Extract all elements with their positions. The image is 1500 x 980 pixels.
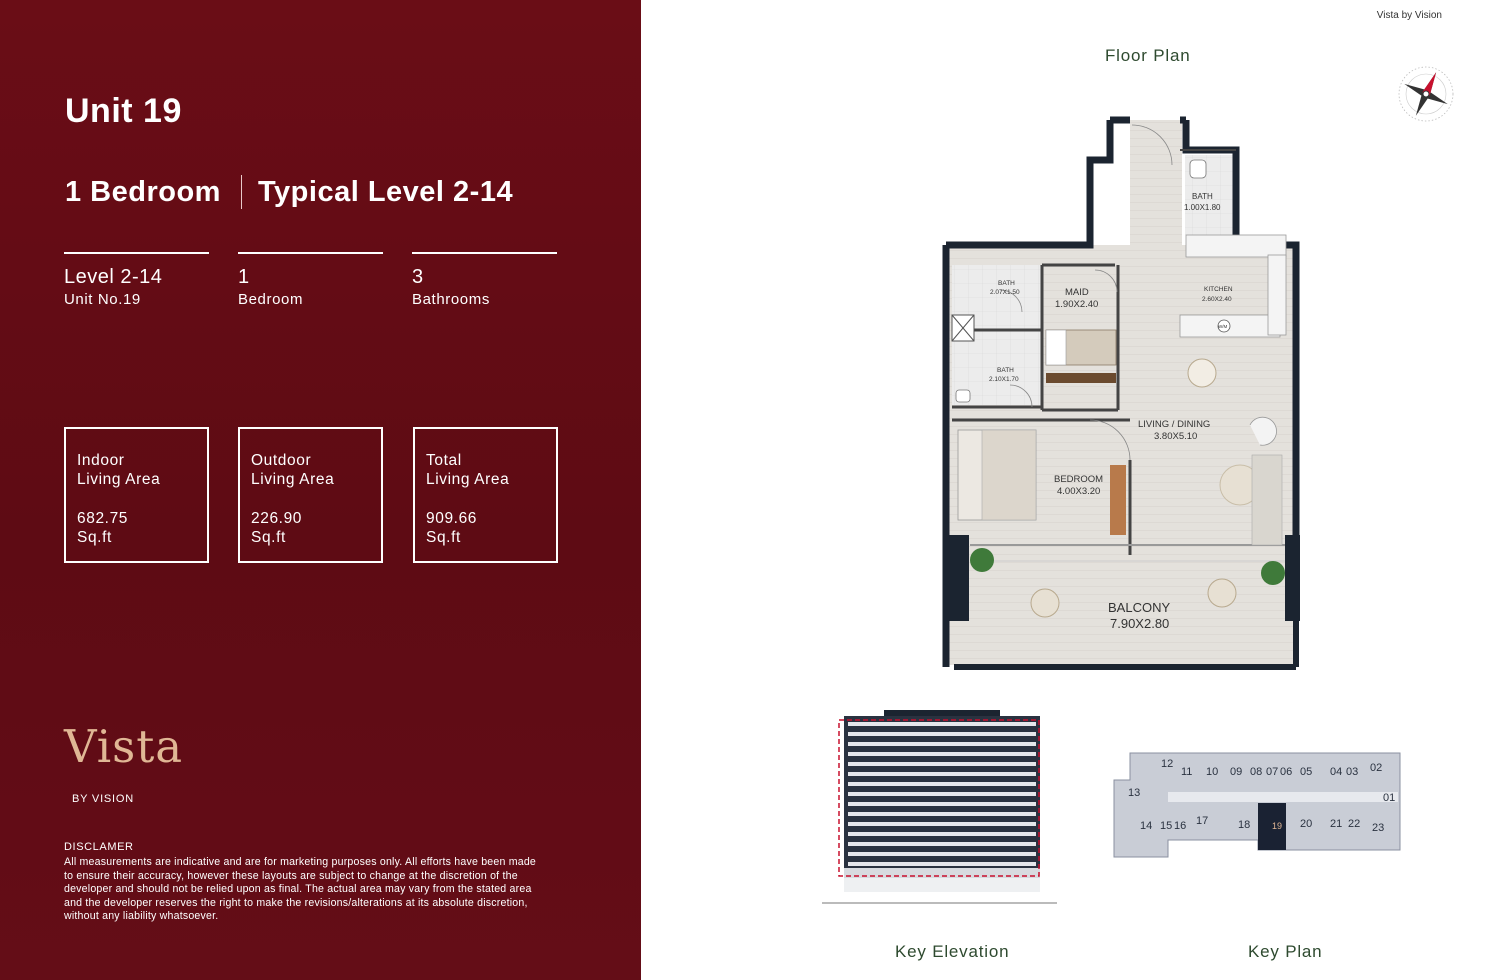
room-size-kitchen: 2.60X2.40 [1202, 296, 1232, 303]
room-size-bedroom: 4.00X3.20 [1057, 486, 1101, 497]
key-plan-unit-17: 17 [1196, 815, 1209, 827]
unit-subtitle [65, 175, 513, 209]
area-label: Living Area [251, 471, 335, 488]
stat-value: 3 [412, 266, 424, 288]
key-plan-unit-06: 06 [1280, 766, 1293, 778]
top-brand-text: Vista by Vision [1376, 10, 1442, 21]
elevation-floor [848, 792, 1036, 796]
key-plan-unit-04: 04 [1330, 766, 1343, 778]
elevation-floor [848, 762, 1036, 766]
key-plan-unit-21: 21 [1330, 818, 1343, 830]
stat-label: Bedroom [238, 291, 304, 308]
area-value: 226.90 [251, 510, 303, 527]
key-plan-drawing [1108, 745, 1408, 865]
elevation-floor [848, 812, 1036, 816]
stat-bathrooms [412, 252, 557, 308]
room-size-balcony: 7.90X2.80 [1110, 616, 1170, 631]
indoor-area-box [64, 427, 209, 563]
brand-logo: Vista [64, 720, 184, 773]
floor-plan-title: Floor Plan [1105, 46, 1191, 65]
elevation-floor [848, 822, 1036, 826]
key-plan-unit-12: 12 [1161, 758, 1174, 770]
key-plan-title: Key Plan [1248, 942, 1323, 961]
key-plan-unit-13: 13 [1128, 787, 1141, 799]
stat-label: Unit No.19 [64, 291, 141, 308]
stat-label: Bathrooms [412, 291, 490, 308]
area-value: 909.66 [426, 510, 478, 527]
area-unit: Sq.ft [251, 529, 286, 546]
divider [241, 175, 242, 209]
room-label-balcony: BALCONY [1108, 600, 1171, 615]
unit-title: Unit 19 [65, 92, 182, 130]
room-label-bath: BATH [997, 367, 1014, 374]
area-value: 682.75 [77, 510, 129, 527]
key-plan-unit-08: 08 [1250, 766, 1263, 778]
brand-subtitle: BY VISION [72, 793, 135, 805]
total-area-box [413, 427, 558, 563]
elevation-floor [848, 722, 1036, 726]
room-size-bath: 2.07X1.50 [990, 289, 1020, 296]
room-label-living: LIVING / DINING [1138, 419, 1211, 430]
stat-value: Level 2-14 [64, 266, 163, 288]
area-label: Total [426, 452, 462, 469]
key-plan-unit-07: 07 [1266, 766, 1279, 778]
elevation-floor [848, 782, 1036, 786]
key-elevation-drawing [822, 708, 1062, 908]
key-elevation-title: Key Elevation [895, 942, 1010, 961]
key-plan-unit-14: 14 [1140, 820, 1153, 832]
compass-icon [1396, 64, 1456, 124]
room-label-bath: BATH [998, 280, 1015, 287]
key-plan-unit-03: 03 [1346, 766, 1359, 778]
area-label: Indoor [77, 452, 125, 469]
room-label-kitchen: KITCHEN [1204, 286, 1233, 293]
disclaimer-text: All measurements are indicative and are for marketing purposes only. All efforts have been made to ensure their accuracy, however these layouts are subject to change at the discretion of the developer and should not be relied upon as final. The actual area may vary from the stated area and the developer reserves the right to make the revisions/alterations at its absolute discretion, without any liability whatsoever. [64, 856, 537, 923]
elevation-floor [848, 772, 1036, 776]
key-plan-unit-20: 20 [1300, 818, 1313, 830]
key-plan-unit-01: 01 [1383, 792, 1396, 804]
elevation-floor [848, 852, 1036, 856]
key-plan-unit-09: 09 [1230, 766, 1243, 778]
key-plan-unit-02: 02 [1370, 762, 1383, 774]
key-plan-unit-05: 05 [1300, 766, 1313, 778]
area-label: Outdoor [251, 452, 312, 469]
room-size-maid: 1.90X2.40 [1055, 299, 1099, 310]
room-size-bath: 2.10X1.70 [989, 376, 1019, 383]
elevation-floor [848, 742, 1036, 746]
floor-plan-drawing [940, 115, 1310, 675]
key-plan-unit-16: 16 [1174, 820, 1187, 832]
room-label-bedroom: BEDROOM [1054, 474, 1104, 485]
room-label-bath: BATH [1192, 192, 1213, 201]
area-label: Living Area [77, 471, 161, 488]
area-unit: Sq.ft [426, 529, 461, 546]
key-plan-unit-22: 22 [1348, 818, 1361, 830]
room-label-maid: MAID [1065, 287, 1089, 298]
room-size-bath: 1.00X1.80 [1184, 203, 1221, 212]
elevation-floor [848, 862, 1036, 866]
key-plan-unit-23: 23 [1372, 822, 1385, 834]
disclaimer-title: DISCLAMER [64, 841, 134, 853]
info-panel [0, 0, 641, 980]
area-unit: Sq.ft [77, 529, 112, 546]
level-type: Typical Level 2-14 [257, 175, 514, 208]
key-plan-unit-15: 15 [1160, 820, 1173, 832]
elevation-floor [848, 842, 1036, 846]
elevation-floor [848, 832, 1036, 836]
area-label: Living Area [426, 471, 510, 488]
stat-bedroom [238, 252, 383, 308]
key-plan-unit-18: 18 [1238, 819, 1251, 831]
key-plan-unit-11: 11 [1181, 766, 1193, 778]
bedroom-type: 1 Bedroom [65, 175, 221, 208]
key-plan-unit-10: 10 [1206, 766, 1219, 778]
stat-value: 1 [238, 266, 250, 288]
stat-level [64, 252, 209, 308]
elevation-floor [848, 752, 1036, 756]
outdoor-area-box [238, 427, 383, 563]
room-label-wm: W/M [1218, 324, 1228, 329]
room-size-living: 3.80X5.10 [1154, 431, 1198, 442]
key-plan-unit-19: 19 [1272, 821, 1283, 831]
elevation-floor [848, 802, 1036, 806]
elevation-floor [848, 732, 1036, 736]
